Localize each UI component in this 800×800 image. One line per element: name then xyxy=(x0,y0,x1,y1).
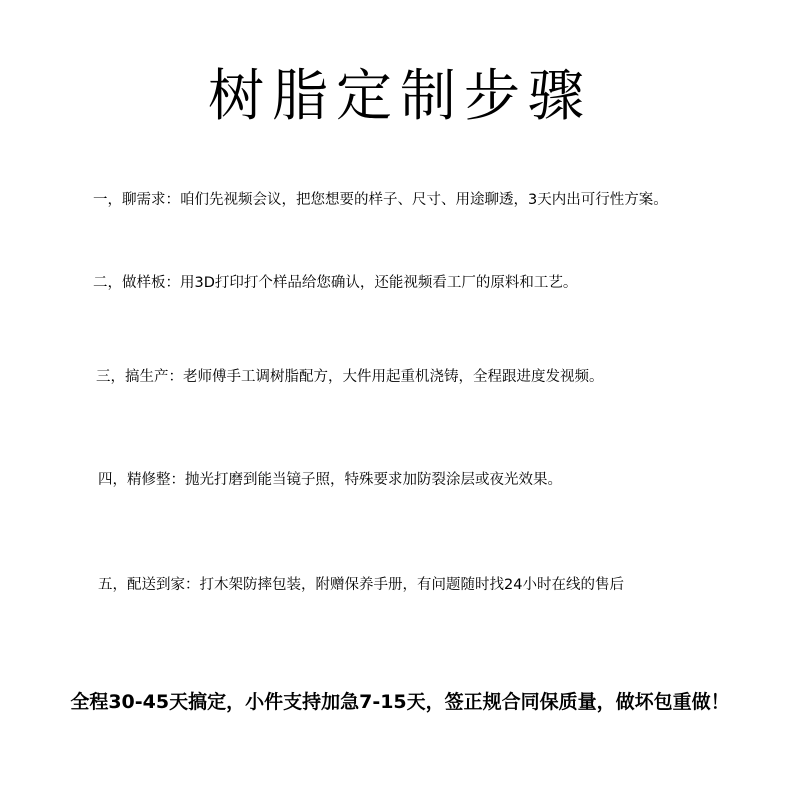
step-2-text: 二，做样板：用3D打印打个样品给您确认，还能视频看工厂的原料和工艺。 xyxy=(93,275,578,291)
step-4-text: 四，精修整：抛光打磨到能当镜子照，特殊要求加防裂涂层或夜光效果。 xyxy=(98,472,562,488)
step-3-text: 三，搞生产：老师傅手工调树脂配方，大件用起重机浇铸，全程跟进度发视频。 xyxy=(96,369,604,385)
footer-summary: 全程30-45天搞定，小件支持加急7-15天，签正规合同保质量，做坏包重做！ xyxy=(70,691,730,713)
step-5-text: 五，配送到家：打木架防摔包装，附赠保养手册，有问题随时找24小时在线的售后 xyxy=(98,577,624,593)
page-title: 树脂定制步骤 xyxy=(208,64,592,129)
step-1-text: 一，聊需求：咱们先视频会议，把您想要的样子、尺寸、用途聊透，3天内出可行性方案。 xyxy=(93,192,668,208)
